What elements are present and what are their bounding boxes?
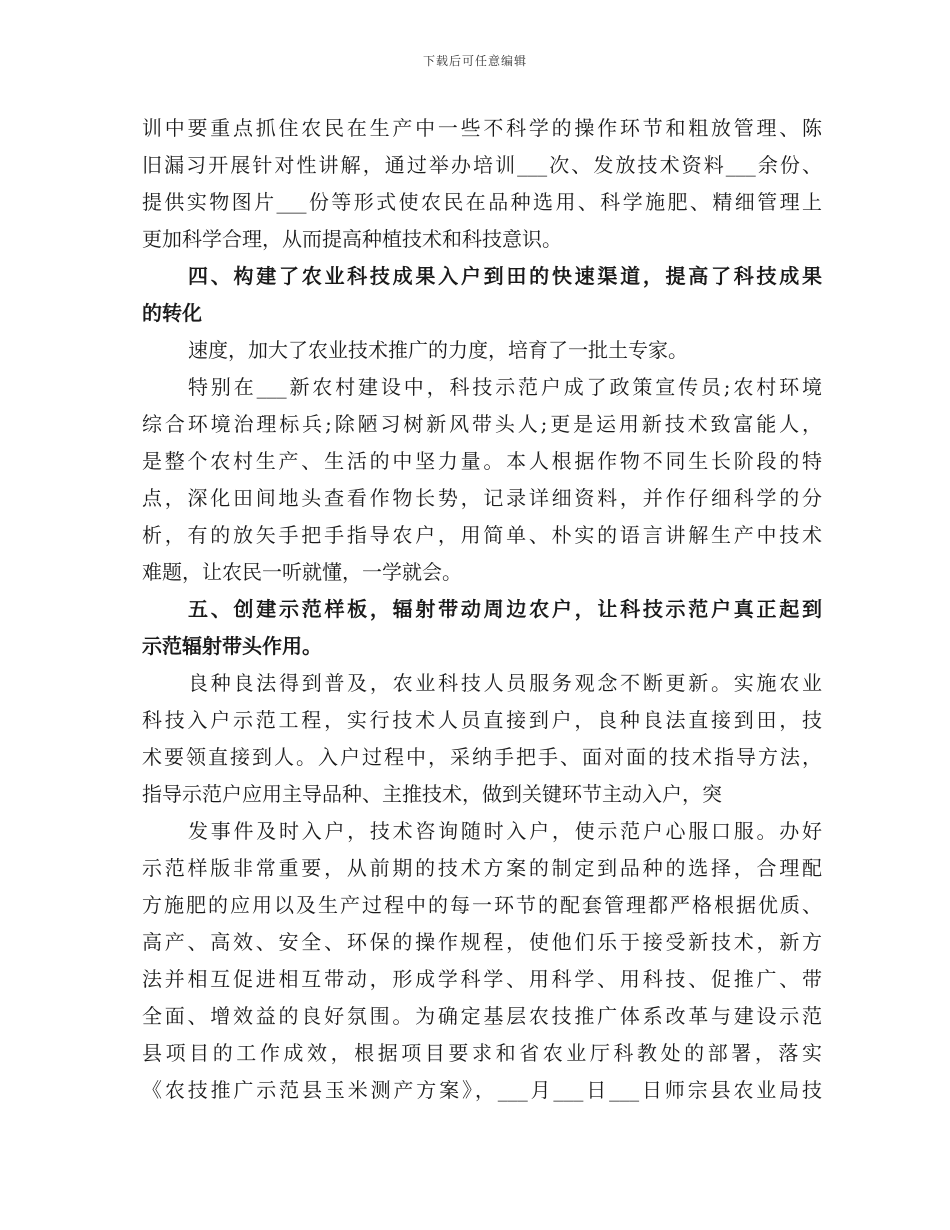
text-line: 法并相互促进相互带动，形成学科学、用科学、用科技、促推广、带 [142, 967, 822, 991]
text-line: 特别在___新农村建设中，科技示范户成了政策宣传员;农村环境 [188, 375, 822, 399]
text-line: 速度，加大了农业技术推广的力度，培育了一批土专家。 [188, 338, 688, 362]
text-line: 科技入户示范工程，实行技术人员直接到户，良种良法直接到田，技 [142, 708, 822, 732]
text-line: 更加科学合理，从而提高种植技术和科技意识。 [142, 227, 562, 251]
text-line: 旧漏习开展针对性讲解，通过举办培训___次、发放技术资料___余份、 [142, 153, 822, 177]
text-line: 难题，让农民一听就懂，一学就会。 [142, 560, 462, 584]
text-line: 析，有的放矢手把手指导农户，用简单、朴实的语言讲解生产中技术 [142, 523, 822, 547]
text-line: 是整个农村生产、生活的中坚力量。本人根据作物不同生长阶段的特 [142, 449, 822, 473]
text-line: 高产、高效、安全、环保的操作规程，使他们乐于接受新技术，新方 [142, 930, 822, 954]
text-line: 全面、增效益的良好氛围。为确定基层农技推广体系改革与建设示范 [142, 1004, 822, 1028]
section-heading-5: 五、创建示范样板，辐射带动周边农户，让科技示范户真正起到 [188, 597, 822, 621]
text-line: 训中要重点抓住农民在生产中一些不科学的操作环节和粗放管理、陈 [142, 116, 822, 140]
section-heading-5-cont: 示范辐射带头作用。 [142, 634, 322, 658]
document-body [142, 110, 822, 1109]
text-line: 提供实物图片___份等形式使农民在品种选用、科学施肥、精细管理上 [142, 190, 822, 214]
page-header-note: 下载后可任意编辑 [422, 54, 527, 68]
text-line: 术要领直接到人。入户过程中，采纳手把手、面对面的技术指导方法， [142, 745, 822, 769]
text-line: 县项目的工作成效，根据项目要求和省农业厅科教处的部署，落实 [142, 1041, 822, 1065]
text-line: 良种良法得到普及，农业科技人员服务观念不断更新。实施农业 [188, 671, 822, 695]
section-heading-4: 四、构建了农业科技成果入户到田的快速渠道，提高了科技成果 [188, 264, 822, 288]
text-line: 点，深化田间地头查看作物长势，记录详细资料，并作仔细科学的分 [142, 486, 822, 510]
text-line: 《农技推广示范县玉米测产方案》，___月___日___日师宗县农业局技 [142, 1078, 822, 1102]
text-line: 方施肥的应用以及生产过程中的每一环节的配套管理都严格根据优质、 [142, 893, 822, 917]
section-heading-4-cont: 的转化 [142, 301, 202, 325]
text-line: 综合环境治理标兵;除陋习树新风带头人;更是运用新技术致富能人， [142, 412, 822, 436]
text-line: 发事件及时入户，技术咨询随时入户，使示范户心服口服。办好 [188, 819, 822, 843]
text-line: 指导示范户应用主导品种、主推技术，做到关键环节主动入户，突 [142, 782, 722, 806]
text-line: 示范样版非常重要，从前期的技术方案的制定到品种的选择，合理配 [142, 856, 822, 880]
